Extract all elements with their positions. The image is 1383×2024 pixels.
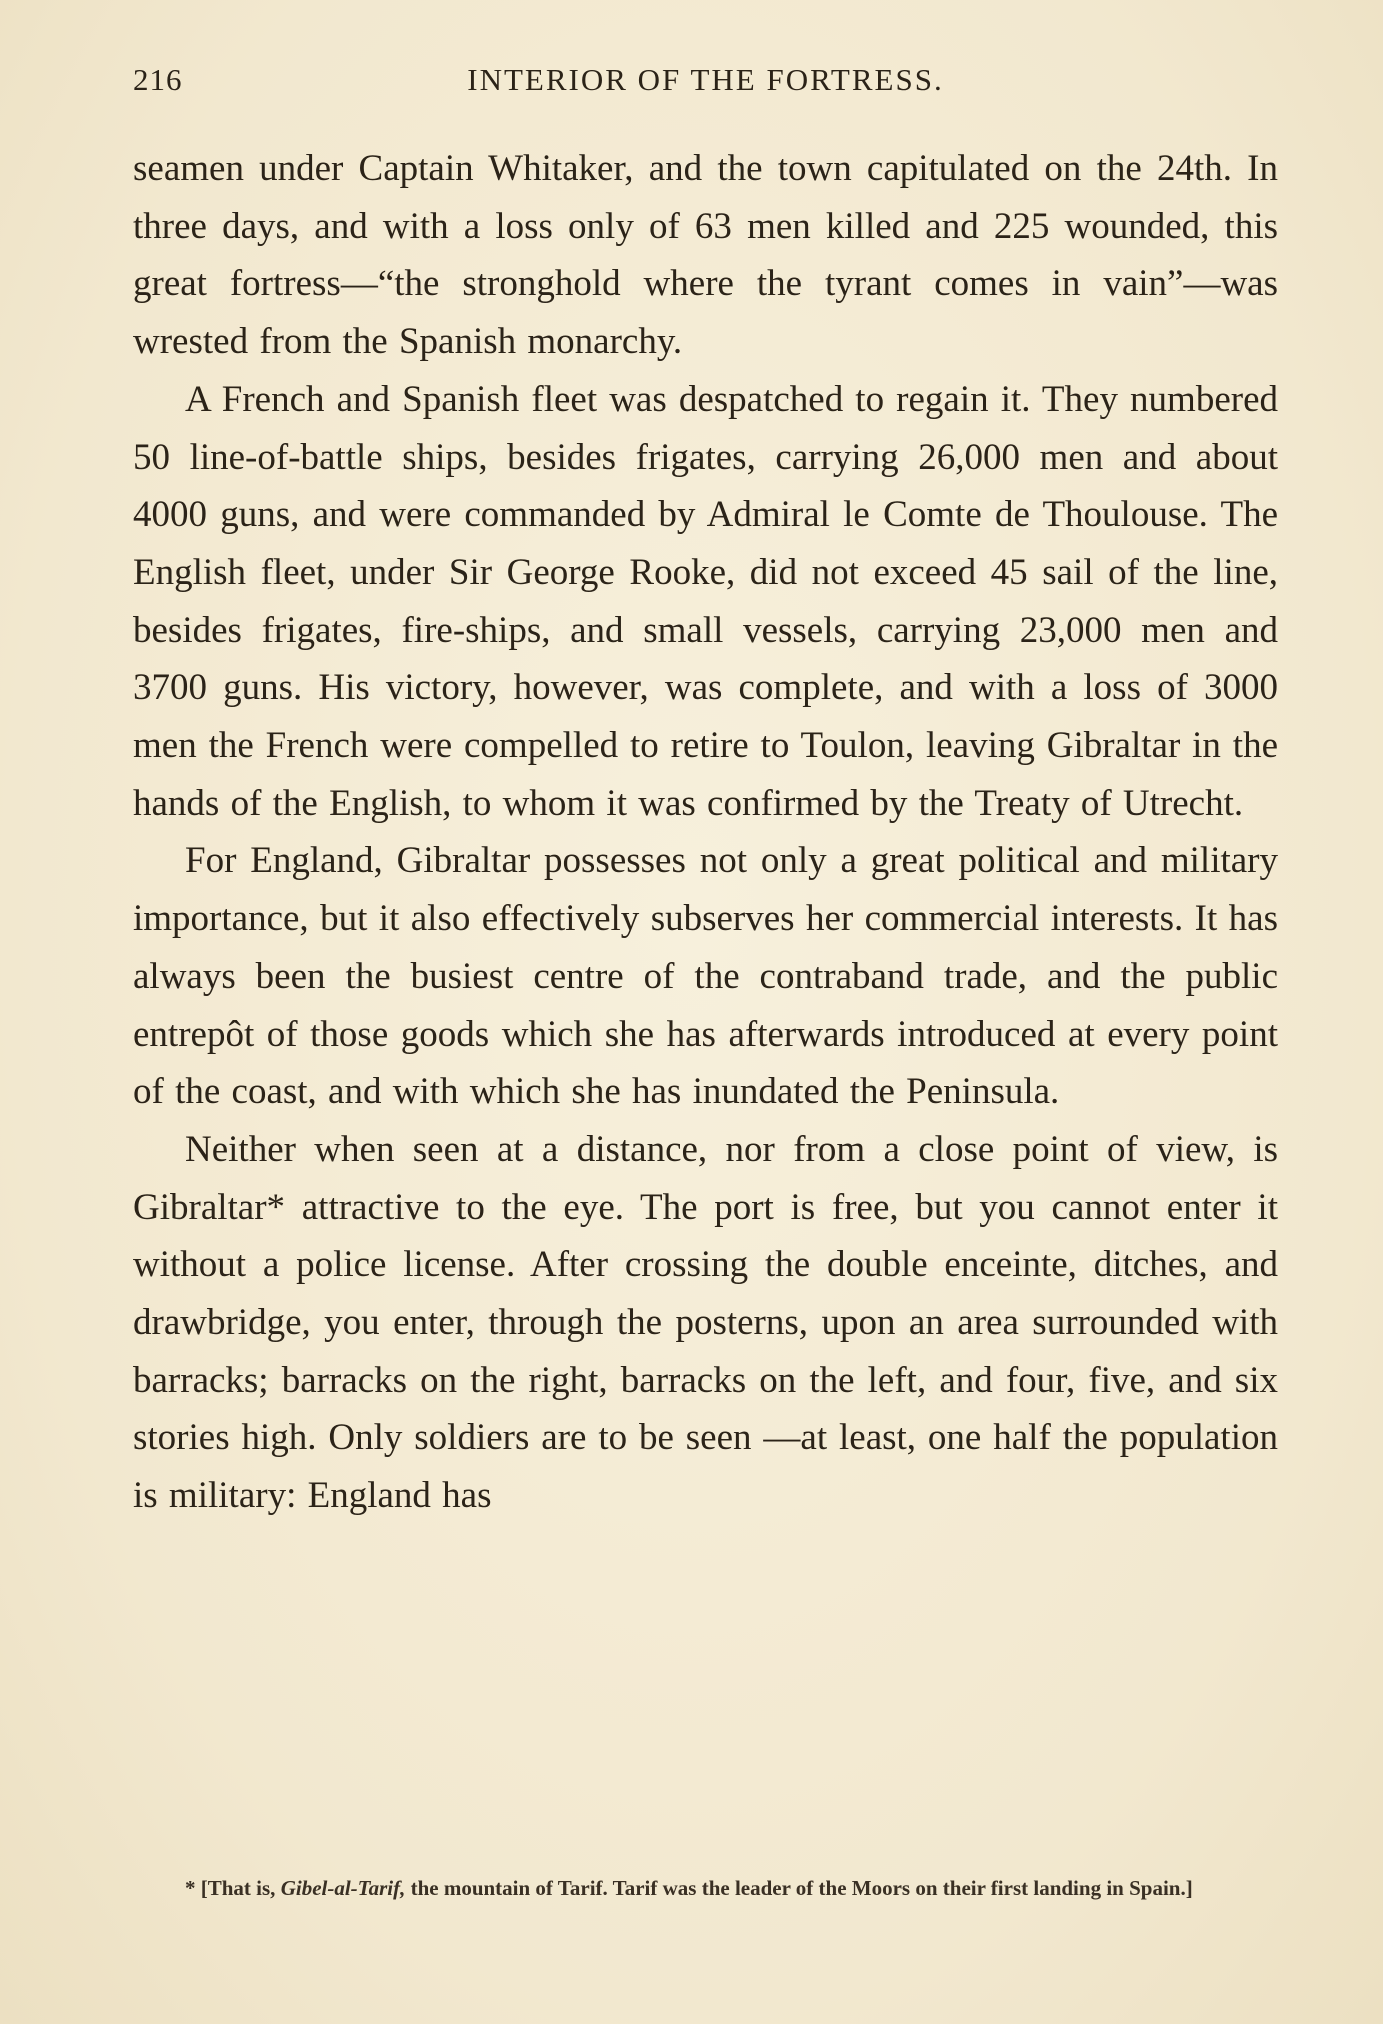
paragraph-2: A French and Spanish fleet was despatched to regain it. They numbered 50 line-of-battle ships, besides frigates, carrying 26,000 men and about 4000 guns, and were commanded by Admiral le Comte de Thoulouse. The English fleet, under Sir George Rooke, did not exceed 45 sail of the line, besides frigates, fire-ships, and small vessels, carrying 23,000 men and 3700 guns. His victory, however, was complete, and with a loss of 3000 men the French were compelled to retire to Toulon, leaving Gibraltar in the hands of the English, to whom it was confirmed by the Treaty of Utrecht. — [133, 378, 1278, 824]
paragraph-3: For England, Gibraltar possesses not only a great political and military importance, but it also effectively subserves her commercial interests. It has always been the busiest centre of the contraband trade, and the public entrepôt of those goods which she has afterwards introduced at every point of the coast, and with which she has inundated the Peninsula. — [133, 840, 1278, 1113]
body-text — [133, 140, 1278, 1525]
footnote-italic: Gibel-al-Tarif, — [280, 1876, 406, 1900]
footnote-suffix: the mountain of Tarif. Tarif was the leader of the Moors on their first landing in Spain.] — [405, 1876, 1193, 1900]
footnote — [133, 1873, 1278, 1903]
page-number: 216 — [133, 62, 183, 97]
running-head: INTERIOR OF THE FORTRESS. — [467, 62, 944, 97]
paragraph-4: Neither when seen at a distance, nor from a close point of view, is Gibraltar* attractive to the eye. The port is free, but you cannot enter it without a police license. After crossing the double enceinte, ditches, and drawbridge, you enter, through the posterns, upon an area surrounded with barracks; barracks on the right, barracks on the left, and four, five, and six stories high. Only soldiers are to be seen —at least, one half the population is military: England has — [133, 1128, 1278, 1517]
footnote-prefix: * [That is, — [185, 1876, 281, 1900]
paragraph-1: seamen under Captain Whitaker, and the town capitulated on the 24th. In three days, and with a loss only of 63 men killed and 225 wounded, this great fortress—“the stronghold where the tyrant comes in vain”—was wrested from the Spanish monarchy. — [133, 148, 1278, 363]
page-header — [133, 62, 1278, 102]
